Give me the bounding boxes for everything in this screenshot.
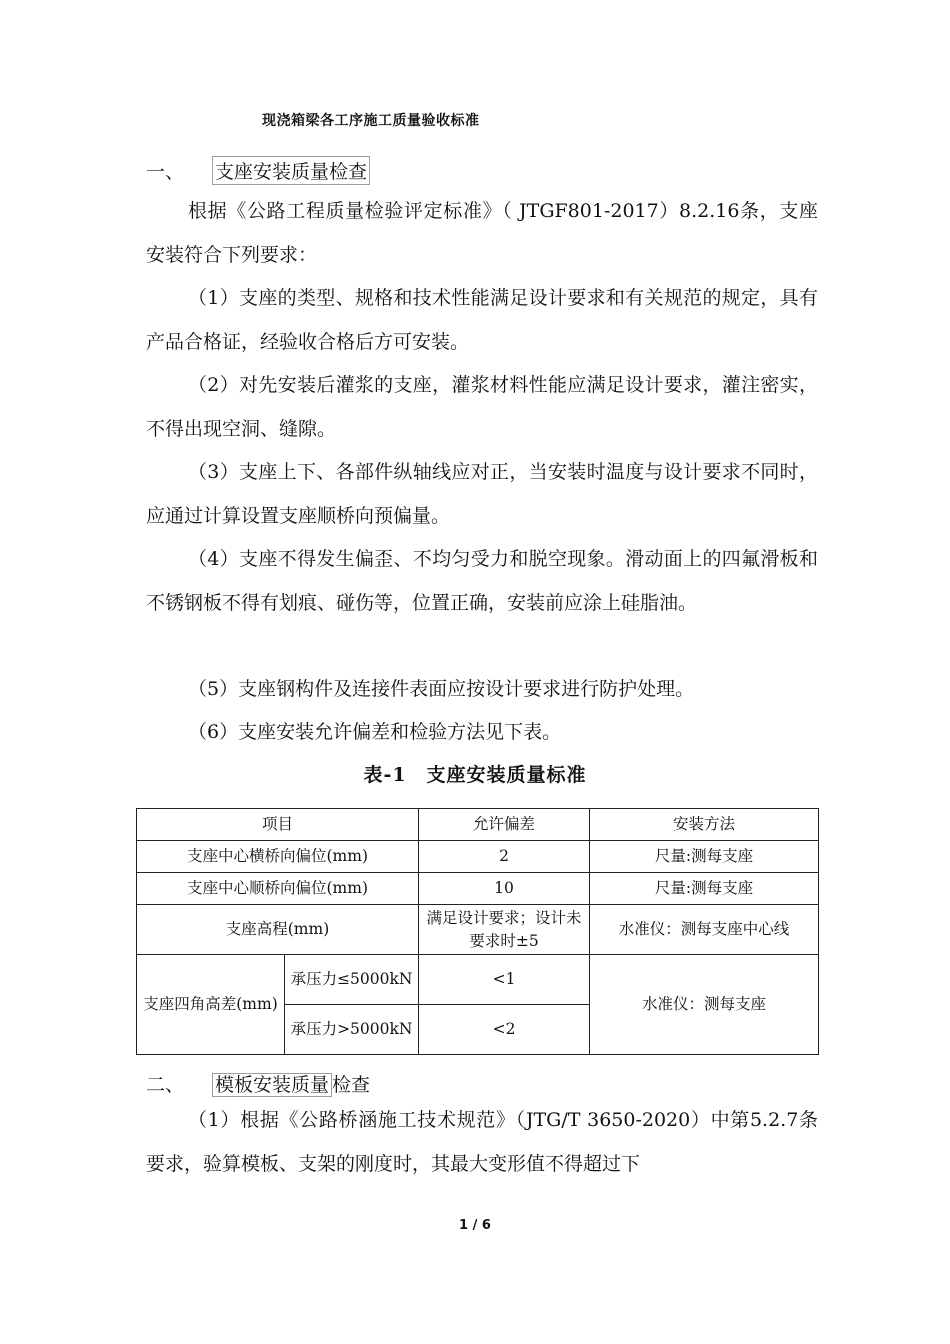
cell-item: 支座四角高差(mm) <box>137 955 285 1055</box>
table-row <box>137 841 819 873</box>
cell-method: 尺量:测每支座 <box>590 841 819 873</box>
section-2-title <box>212 1070 370 1097</box>
page-number: 1 / 6 <box>459 1218 491 1233</box>
section-1-heading <box>146 156 370 185</box>
cell-tolerance: 2 <box>419 841 590 873</box>
cell-tolerance: <1 <box>419 955 590 1005</box>
section-1-item-4: （4）支座不得发生偏歪、不均匀受力和脱空现象。滑动面上的四氟滑板和不锈钢板不得有划痕、碰伤等，位置正确，安装前应涂上硅脂油。 <box>146 548 818 614</box>
section-1-intro: 根据《公路工程质量检验评定标准》（ JTGF801-2017）8.2.16条，支座安装符合下列要求： <box>146 200 818 266</box>
section-2-item-1: （1）根据《公路桥涵施工技术规范》（JTG/T 3650-2020）中第5.2.7条要求，验算模板、支架的刚度时，其最大变形值不得超过下 <box>146 1109 818 1175</box>
cell-item: 支座中心顺桥向偏位(mm) <box>137 873 419 905</box>
table-title: 表-1 支座安装质量标准 <box>363 764 587 786</box>
cell-method: 尺量:测每支座 <box>590 873 819 905</box>
section-1-item-6: （6）支座安装允许偏差和检验方法见下表。 <box>188 721 562 743</box>
section-2-number: 二、 <box>146 1074 185 1096</box>
cell-tolerance: 满足设计要求；设计未要求时±5 <box>419 905 590 955</box>
header-tolerance: 允许偏差 <box>419 809 590 841</box>
section-1-number: 一、 <box>146 161 185 183</box>
section-1-item-1: （1）支座的类型、规格和技术性能满足设计要求和有关规范的规定，具有产品合格证，经验收合格后方可安装。 <box>146 287 818 353</box>
support-quality-table <box>136 808 819 1055</box>
section-2-title-part1: 模板安装质量 <box>212 1073 332 1097</box>
table-row <box>137 905 819 955</box>
header-item: 项目 <box>137 809 419 841</box>
section-1-item-5: （5）支座钢构件及连接件表面应按设计要求进行防护处理。 <box>188 678 695 700</box>
section-1-item-2: （2）对先安装后灌浆的支座，灌浆材料性能应满足设计要求，灌注密实，不得出现空洞、缝隙。 <box>146 374 818 440</box>
cell-subitem: 承压力≤5000kN <box>285 955 419 1005</box>
cell-tolerance: <2 <box>419 1005 590 1055</box>
cell-tolerance: 10 <box>419 873 590 905</box>
section-2-heading <box>146 1070 370 1097</box>
section-1-title: 支座安装质量检查 <box>212 156 370 185</box>
cell-item: 支座高程(mm) <box>137 905 419 955</box>
section-1-item-3: （3）支座上下、各部件纵轴线应对正，当安装时温度与设计要求不同时，应通过计算设置支座顺桥向预偏量。 <box>146 461 818 527</box>
header-method: 安装方法 <box>590 809 819 841</box>
table-row <box>137 873 819 905</box>
cell-subitem: 承压力>5000kN <box>285 1005 419 1055</box>
page-header: 现浇箱梁各工序施工质量验收标准 <box>262 113 480 129</box>
cell-item: 支座中心横桥向偏位(mm) <box>137 841 419 873</box>
table-header-row <box>137 809 819 841</box>
section-2-title-part2: 检查 <box>332 1074 371 1096</box>
cell-method: 水准仪：测每支座中心线 <box>590 905 819 955</box>
table-row <box>137 955 819 1005</box>
cell-method: 水准仪：测每支座 <box>590 955 819 1055</box>
